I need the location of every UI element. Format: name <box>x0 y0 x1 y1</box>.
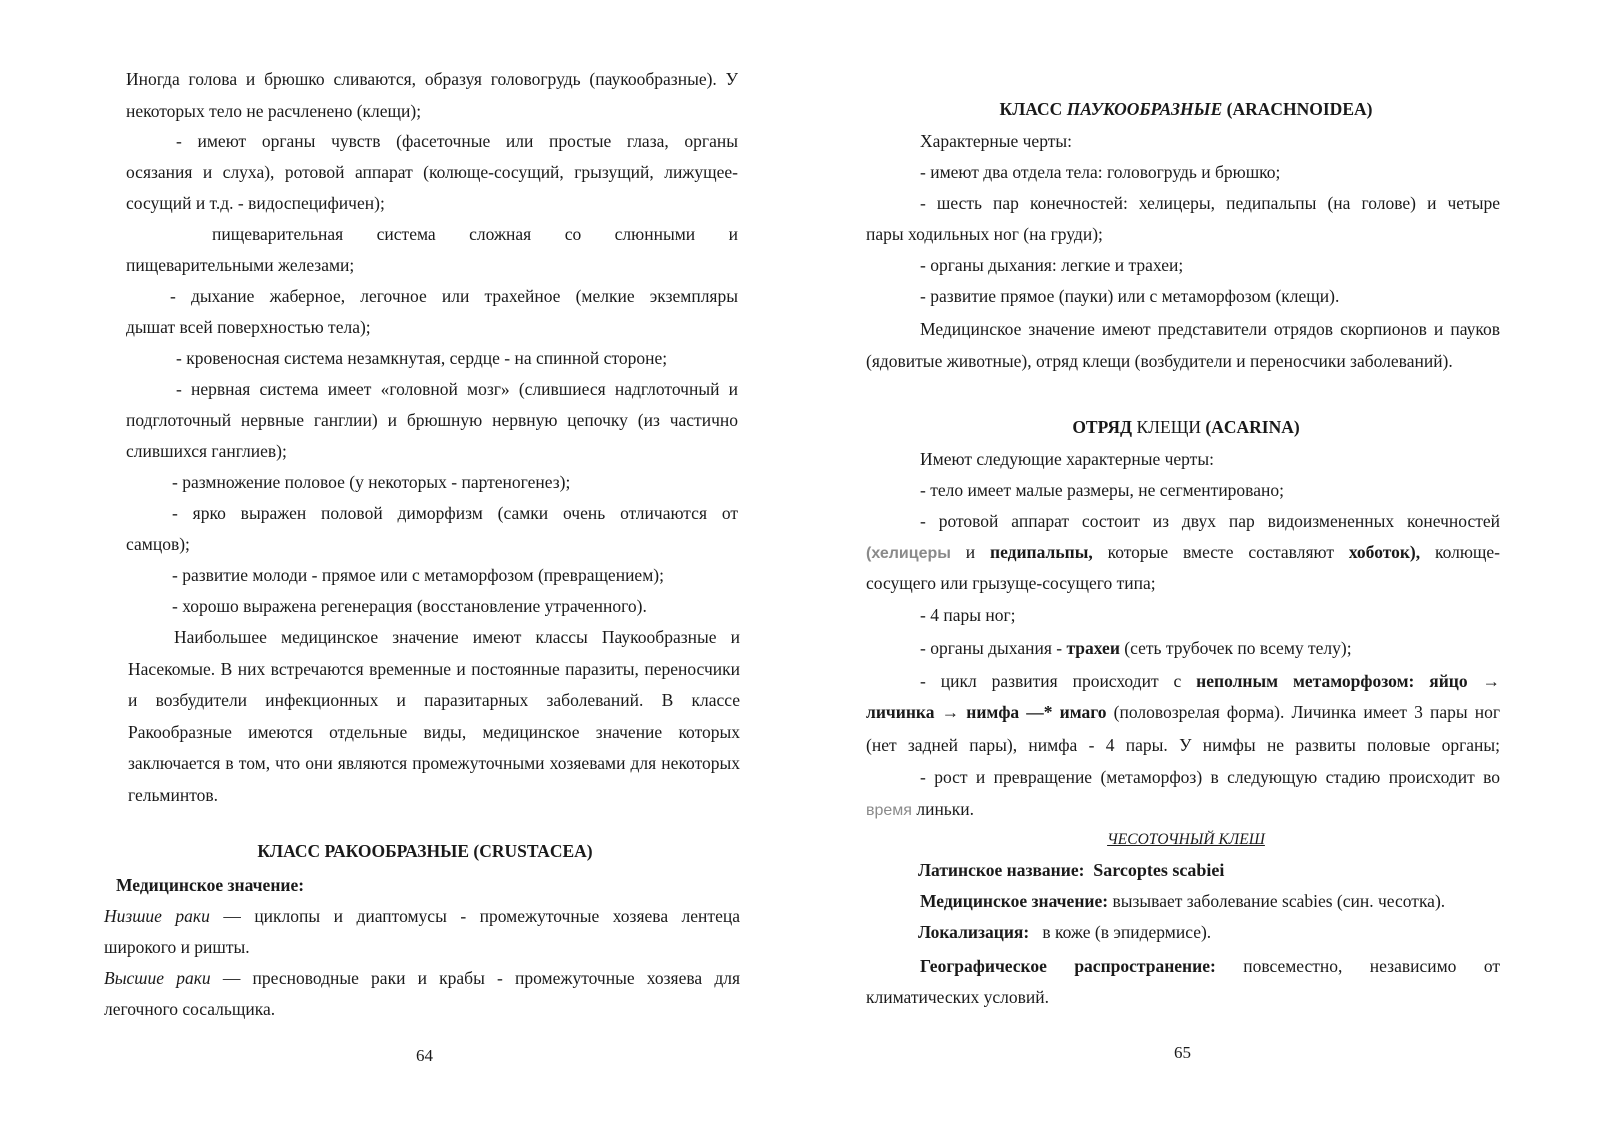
geography-label: Географическое распространение: <box>920 956 1216 976</box>
list-item: - органы дыхания: легкие и трахеи; <box>920 255 1184 275</box>
tracheae-term: трахеи <box>1066 638 1120 658</box>
chelicerae-term: (хелицеры <box>866 545 951 562</box>
growth-end: линьки. <box>911 799 975 819</box>
cycle-line-3: (нет задней пары), нимфа - 4 пары. У нимфы не развиты половые органы; <box>866 735 1500 755</box>
list-item: - хорошо выражена регенерация (восстановление утраченного). <box>172 596 647 616</box>
mouth-end: колюще- <box>1420 542 1500 562</box>
page-number: 65 <box>1174 1043 1191 1062</box>
mouth-and: и <box>950 542 990 562</box>
growth-line-2 <box>866 794 1500 827</box>
list-item: - дыхание жаберное, легочное или трахейное (мелкие экземпляры <box>170 286 738 306</box>
latin-name-label: Латинское название: <box>918 860 1085 880</box>
list-item: - имеют органы чувств (фасеточные или простые глаза, органы <box>176 131 738 151</box>
summary-paragraph: Наибольшее медицинское значение имеют классы Паукообразные и Насекомые. В них встречаются временные и постоянные паразиты, переносчики и возбудители инфекционных и паразитарных заболеваний. В классе Ракообразные имеются отдельные виды, медицинское значение которых заключается в том, что они являются промежуточными хозяевами для некоторых гельминтов. <box>128 627 740 805</box>
heading-italic: ПАУКООБРАЗНЫЕ <box>1066 99 1223 119</box>
localization-label: Локализация: <box>918 922 1030 942</box>
list-item: - кровеносная система незамкнутая, сердце - на спинной стороне; <box>176 348 668 368</box>
pedipalps-term: педипальпы, <box>990 542 1093 562</box>
growth-time-word: время <box>866 802 912 819</box>
medical-value: вызывает заболевание scabies (син. чесотка). <box>1108 891 1446 911</box>
lower-crustaceans-line-2: широкого и ришты. <box>104 937 250 957</box>
list-item: осязания и слуха), ротовой аппарат (колюще-сосущий, грызущий, лижущее- <box>126 162 738 182</box>
arachnoidea-medical-paragraph: Медицинское значение имеют представители отрядов скорпионов и пауков (ядовитые животные), отряд клещи (возбудители и переносчики заболеваний). <box>866 319 1500 371</box>
list-item: - тело имеет малые размеры, не сегментировано; <box>920 480 1284 500</box>
list-item: Характерные черты: <box>920 131 1072 151</box>
respiration-prefix: - органы дыхания - <box>920 638 1067 658</box>
list-item: - нервная система имеет «головной мозг» (слившиеся надглоточный и <box>176 379 738 399</box>
right-page <box>800 0 1600 1133</box>
page-number: 64 <box>416 1046 433 1065</box>
cycle-stages-1: неполным метаморфозом: яйцо → <box>1196 671 1500 691</box>
heading-latin: (ARACHNOIDEA) <box>1222 99 1373 119</box>
higher-crustaceans-text: — пресноводные раки и крабы - промежуточные хозяева для <box>210 968 741 988</box>
higher-crustaceans-line-2: легочного сосальщика. <box>104 999 276 1019</box>
list-item: пары ходильных ног (на груди); <box>866 224 1103 244</box>
crustacea-heading: КЛАСС РАКООБРАЗНЫЕ (CRUSTACEA) <box>257 841 593 861</box>
list-item: Имеют следующие характерные черты: <box>920 449 1214 469</box>
lower-crustaceans-line <box>104 901 740 933</box>
lower-crustaceans-term: Низшие раки <box>104 906 210 926</box>
cycle-stages-2: личинка → нимфа —* имаго <box>866 702 1107 722</box>
list-item: - имеют два отдела тела: головогрудь и брюшко; <box>920 162 1281 182</box>
list-item: слившихся ганглиев); <box>126 441 287 461</box>
list-item: - шесть пар конечностей: хелицеры, педипальпы (на голове) и четыре <box>920 193 1500 213</box>
list-item: пищеварительными железами; <box>126 255 355 275</box>
list-item: - ярко выражен половой диморфизм (самки очень отличаются от <box>172 503 738 523</box>
list-item: пищеварительная система сложная со слюнными и <box>212 224 738 244</box>
list-item: самцов); <box>126 534 190 554</box>
medical-significance-label: Медицинское значение: <box>116 875 305 895</box>
proboscis-term: хоботок), <box>1348 542 1421 562</box>
geography-line <box>866 951 1500 983</box>
acarina-heading <box>866 412 1506 444</box>
mouthparts-line <box>866 537 1500 570</box>
cycle-prefix: - цикл развития происходит с <box>920 671 1197 691</box>
latin-name-value: Sarcoptes scabiei <box>1093 860 1225 880</box>
geography-value: повсеместно, независимо от <box>1215 956 1500 976</box>
list-item: сосущего или грызуще-сосущего типа; <box>866 573 1156 593</box>
list-item: - 4 пары ног; <box>920 605 1016 625</box>
localization-line <box>918 917 1211 949</box>
list-item: - размножение половое (у некоторых - партеногенез); <box>172 472 571 492</box>
lower-crustaceans-text: — циклопы и диаптомусы - промежуточные хозяева лентеца <box>209 906 740 926</box>
respiration-suffix: (сеть трубочек по всему телу); <box>1119 638 1352 658</box>
cycle-line-2 <box>866 697 1500 729</box>
list-item: - ротовой аппарат состоит из двух пар видоизмененных конечностей <box>920 511 1500 531</box>
mouth-mid: которые вместе составляют <box>1092 542 1349 562</box>
left-page <box>0 0 780 1133</box>
list-item: подглоточный нервные ганглии) и брюшную нервную цепочку (из частично <box>126 410 738 430</box>
scabies-mite-heading: ЧЕСОТОЧНЫЙ КЛЕШ <box>1107 831 1265 848</box>
heading-prefix: ОТРЯД <box>1072 417 1133 437</box>
heading-word: КЛЕЩИ <box>1132 417 1206 437</box>
list-item: сосущий и т.д. - видоспецифичен); <box>126 193 385 213</box>
cycle-line <box>866 666 1500 698</box>
higher-crustaceans-term: Высшие раки <box>104 968 211 988</box>
medical-label: Медицинское значение: <box>920 891 1109 911</box>
heading-prefix: КЛАСС <box>999 99 1067 119</box>
heading-latin: (ACARINA) <box>1205 417 1300 437</box>
cycle-suffix: (половозрелая форма). Личинка имеет 3 пары ног <box>1106 702 1501 722</box>
growth-line: - рост и превращение (метаморфоз) в следующую стадию происходит во <box>920 767 1500 787</box>
list-item: дышат всей поверхностью тела); <box>126 317 371 337</box>
intro-paragraph: Иногда голова и брюшко сливаются, образуя головогрудь (паукообразные). У некоторых тело не расчленено (клещи); <box>126 69 738 121</box>
list-item: - развитие прямое (пауки) или с метаморфозом (клещи). <box>920 286 1340 306</box>
arachnoidea-heading <box>866 94 1506 126</box>
higher-crustaceans-line <box>104 963 740 995</box>
localization-value: в коже (в эпидермисе). <box>1042 922 1212 942</box>
latin-name-line <box>918 855 1224 887</box>
geography-line-2: климатических условий. <box>866 987 1050 1007</box>
list-item: - развитие молоди - прямое или с метаморфозом (превращением); <box>172 565 664 585</box>
respiration-line <box>866 633 1554 665</box>
medical-line <box>920 886 1445 918</box>
